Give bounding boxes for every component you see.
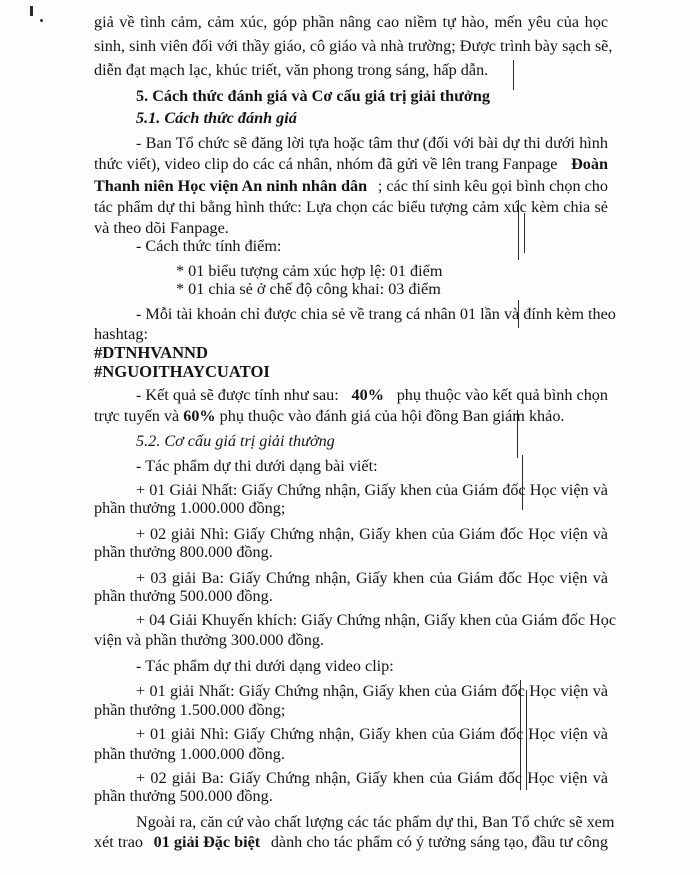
written-prize-2-line-1: + 02 giải Nhì: Giấy Chứng nhận, Giấy khen của Giám đốc Học viện và [136,525,608,543]
scoring-item-emotion: * 01 biểu tượng cảm xúc hợp lệ: 01 điểm [176,262,443,280]
video-prize-1-line-2: phần thưởng 1.500.000 đồng; [94,701,286,719]
result-line-1-c: phụ thuộc vào kết quả bình chọn [396,386,608,404]
written-prize-1-line-2: phần thưởng 1.000.000 đồng; [94,499,286,517]
intro-line-2: sinh, sinh viên đối với thầy giáo, cô giáo và nhà trường; Được trình bày sạch sẽ, [94,37,613,55]
section-heading-5-1: 5.1. Cách thức đánh giá [136,109,297,127]
special-prize: 01 giải Đặc biệt [153,833,261,851]
written-prize-2-line-2: phần thưởng 800.000 đồng. [94,543,273,561]
video-prize-2-line-2: phần thưởng 1.000.000 đồng. [94,745,285,763]
written-prize-4-line-1: + 04 Giải Khuyến khích: Giấy Chứng nhận, Giấy khen của Giám đốc Học [136,611,617,629]
final-paragraph-line-1: Ngoài ra, căn cứ vào chất lượng các tác phẩm dự thi, Ban Tổ chức sẽ xem [136,813,615,831]
intro-line-1: giả về tình cảm, cảm xúc, góp phần nâng cao niềm tự hào, mến yêu của học [94,13,608,31]
section-heading-5-2: 5.2. Cơ cấu giá trị giải thưởng [136,432,335,450]
result-line-2-c: phụ thuộc vào đánh giá của hội đồng Ban giám khảo. [219,407,565,425]
hashtag-nguoithaycuatoi: #NGUOITHAYCUATOI [94,362,270,381]
scan-artifact-right-3 [524,213,525,253]
scoring-title: - Cách thức tính điểm: [136,237,282,255]
evaluation-line-2-bold: Đoàn [571,155,608,173]
video-prize-3-line-1: + 02 giải Ba: Giấy Chứng nhận, Giấy khen của Giám đốc Học viện và [136,769,608,787]
evaluation-line-3-text: ; các thí sinh kêu gọi bình chọn cho [377,177,608,195]
evaluation-line-5: và theo dõi Fanpage. [94,219,229,237]
evaluation-line-3 [94,176,608,196]
final-paragraph-line-2 [94,832,608,852]
written-prize-4-line-2: viện và phần thưởng 300.000 đồng. [94,631,324,649]
online-vote-percent: 40% [351,386,384,404]
result-line-1 [136,385,608,405]
video-prize-2-line-1: + 01 giải Nhì: Giấy Chứng nhận, Giấy khen của Giám đốc Học viện và [136,725,608,743]
written-prize-3-line-1: + 03 giải Ba: Giấy Chứng nhận, Giấy khen của Giám đốc Học viện và [136,569,608,587]
result-line-2-a: trực tuyến và [94,407,180,425]
final-line-2-a: xét trao [94,833,143,851]
video-prize-3-line-2: phần thưởng 500.000 đồng. [94,787,273,805]
written-prize-1-line-1: + 01 Giải Nhất: Giấy Chứng nhận, Giấy khen của Giám đốc Học viện và [136,481,608,499]
scan-artifact-right-1 [513,60,514,90]
written-entries-title: - Tác phẩm dự thi dưới dạng bài viết: [136,457,378,475]
scan-artifact-topleft [30,6,33,16]
evaluation-line-1: - Ban Tổ chức sẽ đăng lời tựa hoặc tâm thư (đối với bài dự thi dưới hình [136,134,608,152]
share-rule-line-1: - Mỗi tài khoản chỉ được chia sẻ về trang cá nhân 01 lần và đính kèm theo [136,305,616,323]
organization-name: Thanh niên Học viện An ninh nhân dân [94,177,368,195]
jury-percent: 60% [183,407,216,425]
scan-speck [40,19,43,22]
video-prize-1-line-1: + 01 giải Nhất: Giấy Chứng nhận, Giấy khen của Giám đốc Học viện và [136,682,608,700]
scoring-item-share: * 01 chia sẻ ở chế độ công khai: 03 điểm [176,280,441,298]
intro-line-3: diễn đạt mạch lạc, khúc triết, văn phong trong sáng, hấp dẫn. [94,61,489,79]
evaluation-line-2 [94,154,608,174]
evaluation-line-4: tác phẩm dự thi bằng hình thức: Lựa chọn các biểu tượng cảm xúc kèm chia sẻ [94,198,608,216]
written-prize-3-line-2: phần thưởng 500.000 đồng. [94,587,273,605]
final-line-2-c: dành cho tác phẩm có ý tưởng sáng tạo, đầu tư công [270,833,608,851]
evaluation-line-2-text: thức viết), video clip do các cá nhân, nhóm đã gửi về lên trang Fanpage [94,155,558,173]
hashtag-dtnhvannd: #DTNHVANND [94,343,209,362]
video-entries-title: - Tác phẩm dự thi dưới dạng video clip: [136,657,394,675]
result-line-2 [94,406,564,426]
section-heading-5: 5. Cách thức đánh giá và Cơ cấu giá trị giải thưởng [136,87,490,105]
result-line-1-a: - Kết quả sẽ được tính như sau: [136,386,339,404]
share-rule-line-2: hashtag: [94,325,148,343]
